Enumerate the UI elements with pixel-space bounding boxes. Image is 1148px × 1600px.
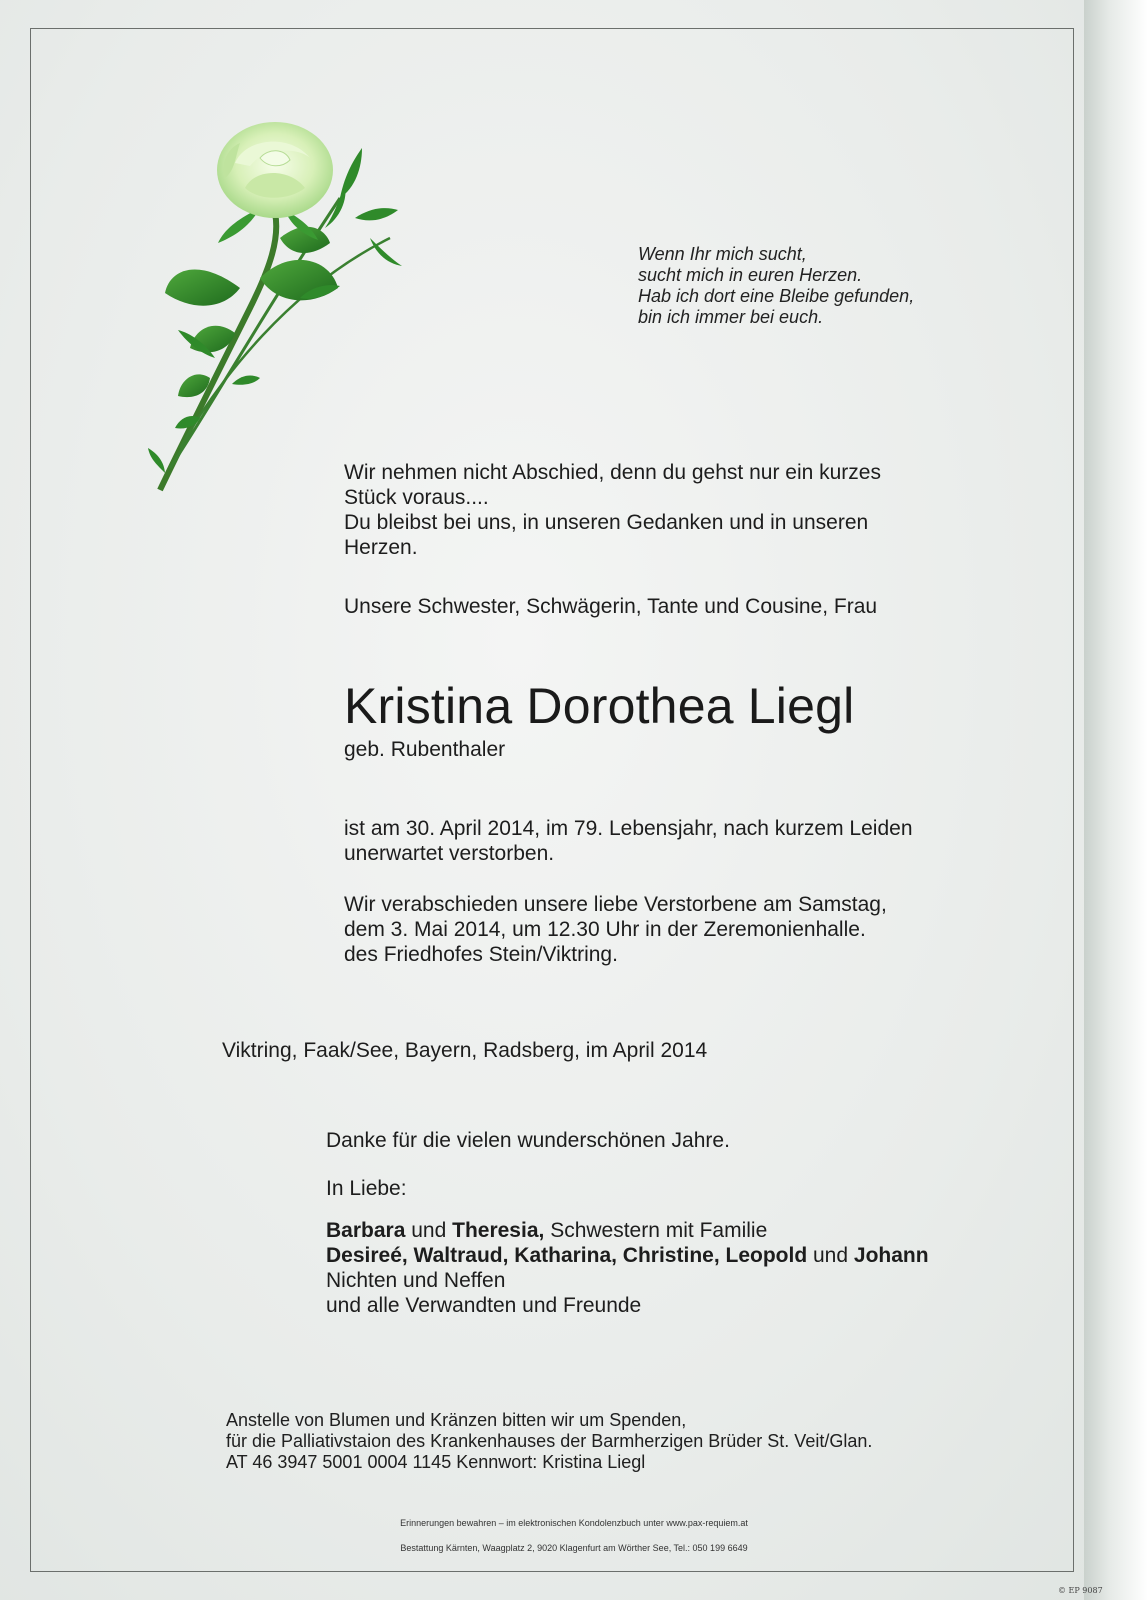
relation-text: Unsere Schwester, Schwägerin, Tante und Cousine, Frau bbox=[344, 595, 878, 618]
funeral-line: dem 3. Mai 2014, um 12.30 Uhr in der Zeremonienhalle. bbox=[344, 918, 866, 941]
mourner-relation: Schwestern mit Familie bbox=[550, 1219, 768, 1242]
intro-line: Herzen. bbox=[344, 536, 418, 559]
quote-line: sucht mich in euren Herzen. bbox=[638, 265, 863, 285]
mourners-row: Nichten und Neffen bbox=[326, 1269, 506, 1292]
intro-line: Stück voraus.... bbox=[344, 486, 489, 509]
mourner-name: Barbara bbox=[326, 1219, 406, 1242]
death-notice-line: ist am 30. April 2014, im 79. Lebensjahr, nach kurzem Leiden bbox=[344, 817, 913, 840]
donation-line: AT 46 3947 5001 0004 1145 Kennwort: Kristina Liegl bbox=[226, 1452, 646, 1472]
donation-line: für die Palliativstaion des Krankenhauses der Barmherzigen Brüder St. Veit/Glan. bbox=[226, 1431, 873, 1451]
funeral-line: Wir verabschieden unsere liebe Verstorbene am Samstag, bbox=[344, 893, 887, 916]
funeral-line: des Friedhofes Stein/Viktring. bbox=[344, 943, 618, 966]
death-notice bbox=[344, 816, 913, 866]
in-love-label: In Liebe: bbox=[326, 1177, 407, 1200]
donation-line: Anstelle von Blumen und Kränzen bitten wir um Spenden, bbox=[226, 1410, 687, 1430]
mourners-list bbox=[326, 1218, 929, 1318]
thanks-text: Danke für die vielen wunderschönen Jahre. bbox=[326, 1129, 730, 1152]
mourners-row bbox=[326, 1243, 929, 1268]
paper-edge-shadow bbox=[1084, 0, 1148, 1600]
funeral-info bbox=[344, 892, 887, 967]
quote-line: Hab ich dort eine Bleibe gefunden, bbox=[638, 286, 915, 306]
place-date: Viktring, Faak/See, Bayern, Radsberg, im April 2014 bbox=[222, 1039, 708, 1062]
memorial-quote bbox=[638, 244, 998, 328]
deceased-name: Kristina Dorothea Liegl bbox=[344, 678, 855, 734]
mourner-connector: und bbox=[411, 1219, 447, 1242]
death-notice-line: unerwartet verstorben. bbox=[344, 842, 555, 865]
mourner-names: Desireé, Waltraud, Katharina, Christine, Leopold bbox=[326, 1244, 808, 1267]
mourner-name: Johann bbox=[853, 1244, 929, 1267]
mourner-connector: und bbox=[813, 1244, 849, 1267]
intro-line: Du bleibst bei uns, in unseren Gedanken und in unseren bbox=[344, 511, 869, 534]
quote-line: bin ich immer bei euch. bbox=[638, 307, 824, 327]
mourners-row bbox=[326, 1218, 929, 1243]
intro-line: Wir nehmen nicht Abschied, denn du gehst nur ein kurzes bbox=[344, 461, 881, 484]
maiden-name: geb. Rubenthaler bbox=[344, 738, 506, 761]
footer-undertaker: Bestattung Kärnten, Waagplatz 2, 9020 Klagenfurt am Wörther See, Tel.: 050 199 6649 bbox=[400, 1543, 748, 1553]
mourners-row: und alle Verwandten und Freunde bbox=[326, 1294, 642, 1317]
quote-line: Wenn Ihr mich sucht, bbox=[638, 244, 807, 264]
rose-image bbox=[140, 118, 410, 508]
donation-request bbox=[226, 1410, 872, 1473]
intro-text bbox=[344, 460, 881, 560]
ep-code: © EP 9087 bbox=[1058, 1586, 1103, 1595]
mourner-name: Theresia, bbox=[452, 1219, 545, 1242]
footer-condolence: Erinnerungen bewahren – im elektronischen Kondolenzbuch unter www.pax-requiem.at bbox=[400, 1518, 748, 1528]
